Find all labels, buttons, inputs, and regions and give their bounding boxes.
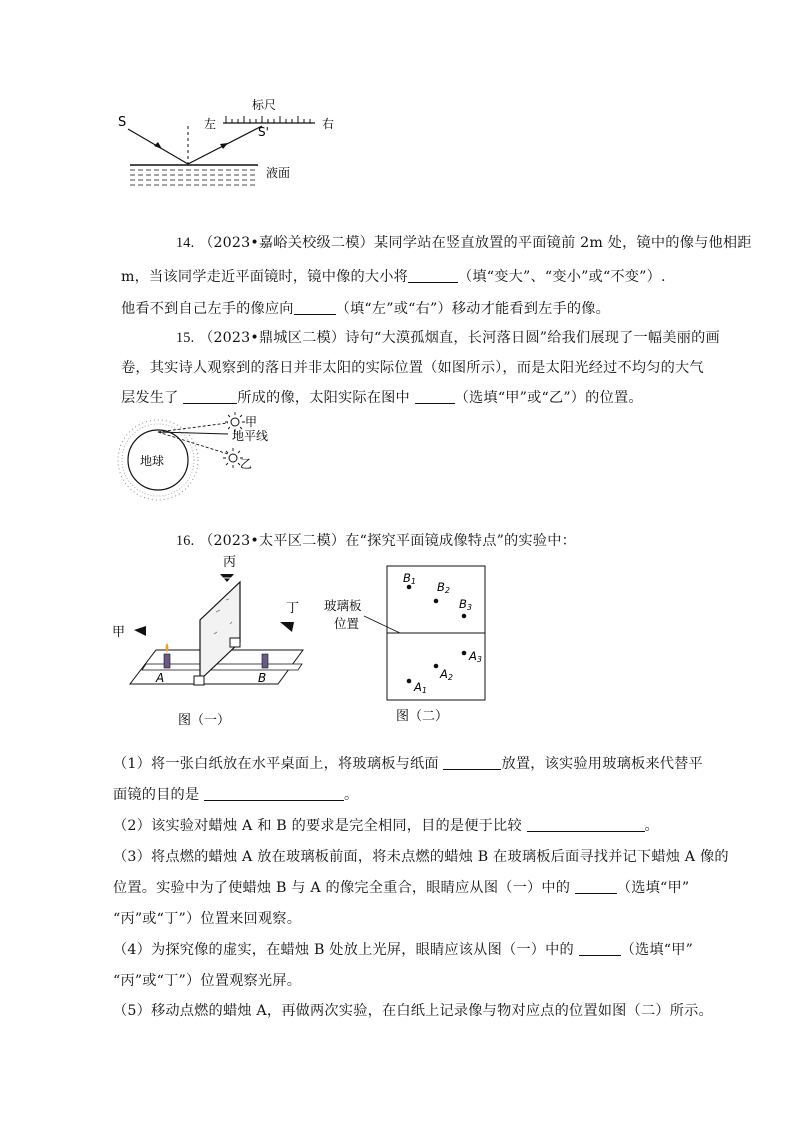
label-surface: 液面	[266, 166, 291, 180]
q16-part4-line1: （4）为探究像的虚实，在蜡烛 B 处放上光屏，眼睛应该从图（一）中的 （选填“甲”	[113, 942, 694, 958]
label-earth: 地球	[140, 454, 165, 468]
label-yi: 乙	[240, 457, 253, 471]
q16-part3-line1: （3）将点燃的蜡烛 A 放在玻璃板前面，将未点燃的蜡烛 B 在玻璃板后面寻找并记下蜡烛 A 像的	[113, 849, 729, 865]
label-left: 左	[204, 117, 217, 131]
point-a2	[434, 664, 439, 669]
figure-one-caption: 图（一）	[178, 713, 231, 728]
answer-blank[interactable]	[575, 879, 617, 894]
answer-blank[interactable]	[408, 268, 458, 283]
q15-line3: 层发生了 所成的像，太阳实际在图中 （选填“甲”或“乙”）的位置。	[121, 390, 643, 406]
point-b1	[407, 585, 412, 590]
q16-part1-line2: 面镜的目的是 。	[113, 787, 359, 803]
label-glass-2: 位置	[334, 616, 360, 631]
answer-blank[interactable]	[204, 786, 344, 801]
svg-text:A2: A2	[440, 667, 453, 682]
point-a1	[407, 679, 412, 684]
answer-blank[interactable]	[183, 389, 237, 404]
point-a3	[462, 651, 467, 656]
candle-b	[262, 654, 268, 668]
answer-blank[interactable]	[443, 755, 501, 770]
mirror-figure	[110, 96, 350, 206]
figure-one	[108, 552, 313, 732]
eye-ding-icon	[280, 622, 294, 632]
label-horizon: 地平线	[232, 429, 269, 443]
q16-part4-line2: “丙”或“丁”）位置观察光屏。	[113, 973, 302, 989]
q14-line3: 他看不到自己左手的像应向 （填“左”或“右”）移动才能看到左手的像。	[121, 301, 611, 317]
label-a: A	[156, 671, 165, 685]
answer-blank[interactable]	[415, 389, 455, 404]
label-b: B	[258, 671, 267, 685]
q16-line1: 16. （2023•太平区二模）在“探究平面镜成像特点”的实验中：	[176, 533, 576, 549]
label-bing: 丙	[223, 555, 237, 570]
q15-number: 15.	[176, 330, 195, 346]
label-ding: 丁	[286, 601, 300, 616]
q16-part2: （2）该实验对蜡烛 A 和 B 的要求是完全相同，目的是便于比较 。	[113, 818, 659, 834]
ruler	[223, 116, 315, 123]
q16-part1-line1: （1）将一张白纸放在水平桌面上，将玻璃板与纸面 放置，该实验用玻璃板来代替平	[113, 756, 703, 772]
point-b2	[434, 599, 439, 604]
q14-line2: m，当该同学走近平面镜时，镜中像的大小将 （填“变大”、“变小”或“不变”）.	[121, 269, 666, 285]
liquid-surface	[130, 165, 258, 185]
figure-two	[320, 562, 490, 727]
eye-jia-icon	[134, 626, 146, 636]
q16-part3-line2: 位置。实验中为了使蜡烛 B 与 A 的像完全重合，眼睛应从图（一）中的 （选填“甲”	[113, 880, 690, 896]
q15-line2: 卷，其实诗人观察到的落日并非太阳的实际位置（如图所示），而是太阳光经过不均匀的大气	[121, 360, 704, 376]
label-right: 右	[322, 117, 335, 131]
figure-two-caption: 图（二）	[396, 709, 449, 724]
q14-number: 14.	[176, 235, 195, 251]
point-b3	[462, 614, 467, 619]
label-ruler: 标尺	[252, 98, 277, 112]
q16-part3-line3: “丙”或“丁”）位置来回观察。	[113, 911, 302, 927]
label-s: S	[118, 115, 127, 130]
q14-stem: （2023•嘉峪关校级二模）某同学站在竖直放置的平面镜前 2m 处，镜中的像与他相距	[199, 235, 752, 251]
svg-text:A3: A3	[469, 649, 482, 664]
svg-text:B3: B3	[459, 597, 472, 612]
svg-text:A1: A1	[414, 680, 427, 695]
candle-a	[164, 643, 170, 668]
eye-bing-icon	[220, 574, 234, 582]
svg-text:B2: B2	[437, 580, 450, 595]
q16-number: 16.	[176, 533, 195, 549]
answer-blank[interactable]	[294, 300, 336, 315]
svg-text:B1: B1	[403, 571, 416, 586]
label-sprime: S'	[258, 125, 269, 139]
answer-blank[interactable]	[527, 817, 645, 832]
label-glass-1: 玻璃板	[324, 598, 362, 613]
answer-blank[interactable]	[579, 941, 621, 956]
q15-line1: 15. （2023•鼎城区二模）诗句“大漠孤烟直，长河落日圆”给我们展现了一幅美丽的画	[176, 330, 720, 346]
earth-figure	[110, 410, 310, 502]
q16-part5: （5）移动点燃的蜡烛 A，再做两次实验，在白纸上记录像与物对应点的位置如图（二）所示。	[113, 1003, 713, 1019]
label-jia: 甲	[112, 625, 126, 640]
label-jia: 甲	[245, 415, 258, 429]
q14-line1	[176, 232, 752, 252]
